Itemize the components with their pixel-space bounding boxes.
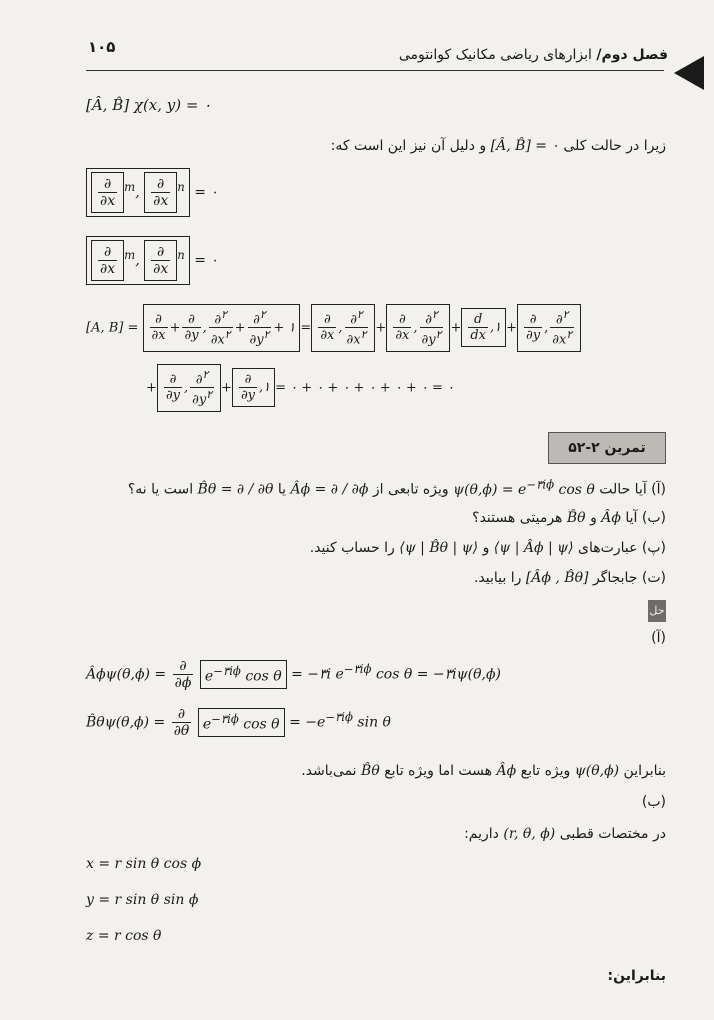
y-coordinate: y = r sin θ sin ϕ	[86, 892, 199, 908]
part-b-label: (ب)	[641, 794, 666, 810]
deriv-commutator-xx-2: $\frac{\partial}{\partial x}$ $^m$, $\frac{\partial}{\partial x}$ $^n$ = ۰	[86, 236, 218, 285]
question-t: (ت) جابجاگر [Âϕ , B̂θ] را بیابید.	[473, 570, 666, 586]
reason-line	[331, 138, 666, 154]
polar-line: در مختصات قطبی (r, θ, ϕ) داریم:	[464, 826, 666, 842]
z-coordinate: z = r cos θ	[86, 928, 162, 944]
reason-prefix: زیرا در حالت کلی	[563, 138, 666, 154]
reason-expr: ۰ = [Â, B̂]	[490, 138, 560, 154]
question-a: (آ) آیا حالت $\psi(\theta,\phi) = e^{-۳i\phi}$ cos θ ویژه تابعی از Âϕ = ∂ / ∂ϕ یا B̂θ = ∂ / ∂θ است یا نه؟	[127, 477, 666, 498]
exercise-title: تمرین ۲-۵۲	[548, 432, 666, 464]
final-therefore: بنابراین:	[607, 968, 666, 984]
reason-suffix: و دلیل آن نیز این است که:	[330, 138, 487, 154]
deriv-commutator-xx: $\frac{\partial}{\partial x}$ $^m$, $\frac{\partial}{\partial x}$ $^n$ = ۰	[86, 168, 218, 217]
chapter-label: فصل دوم/	[596, 47, 668, 63]
AB-expansion: [A, B] = $\frac{\partial}{\partial x}$ + $\frac{\partial}{\partial y}$ , $\frac{\partial^۲}{\partial x^۲}$ + $\frac{\partial^۲}{\partial y^۲}$ + ۱ = $\frac{\partial}{\partial x}$ , $\frac{\partial^۲}{\partial x^۲}$ + $\frac{\partial}{\partial x}$ , $\frac{\partial^۲}{\partial y^۲}$ + $\frac{d}{dx}$ ,۱ + $\frac{\partial}{\partial y}$ , $\frac{\partial^۲}{\partial x^۲}$	[86, 304, 581, 352]
eq-B-theta: B̂θψ(θ,ϕ) = $\frac{\partial}{\partial\theta}$ $e^{-۳i\phi}$ $\cos \theta = -e^{-۳i\phi}$ sin θ	[86, 706, 391, 739]
running-header	[399, 47, 668, 63]
header-arrow-icon	[674, 56, 704, 90]
page-number: ۱۰۵	[88, 38, 116, 56]
bracket-xx-2: $\frac{\partial}{\partial x}$ $^m$, $\frac{\partial}{\partial x}$ $^n$	[86, 236, 190, 285]
eq-A-phi: Âϕψ(θ,ϕ) = $\frac{\partial}{\partial\phi}$ $e^{-۳i\phi}$ cos θ = −۳i $e^{-۳i\phi}$ cos θ = −۳iψ(θ,ϕ)	[86, 658, 501, 691]
bracket-xx: $\frac{\partial}{\partial x}$ $^m$, $\frac{\partial}{\partial x}$ $^n$	[86, 168, 190, 217]
part-a-label: (آ)	[651, 630, 666, 646]
AB-big-bracket: $\frac{\partial}{\partial x}$ + $\frac{\partial}{\partial y}$ , $\frac{\partial^۲}{\partial x^۲}$ + $\frac{\partial^۲}{\partial y^۲}$ + ۱	[143, 304, 301, 352]
x-coordinate: x = r sin θ cos ϕ	[86, 856, 202, 872]
question-b: (ب) آیا Âϕ و B̂θ هرمیتی هستند؟	[472, 510, 666, 526]
therefore-line: بنابراین ψ(θ,ϕ) ویژه تابع Âϕ هست اما ویژه تابع B̂θ نمی‌باشد.	[301, 763, 666, 779]
chapter-title: ابزارهای ریاضی مکانیک کوانتومی	[398, 47, 597, 63]
commutator-eq: [Â, B̂] χ(x, y) = ۰	[86, 96, 212, 114]
header-rule	[86, 70, 664, 71]
question-p: (پ) عبارت‌های ⟨ψ | Âϕ | ψ⟩ و ⟨ψ | B̂θ | ψ⟩ را حساب کنید.	[309, 540, 666, 556]
AB-expansion-cont: + $\frac{\partial}{\partial y}$ , $\frac{\partial^۲}{\partial y^۲}$ + $\frac{\partial}{\partial y}$ ,۱ = ۰ + ۰ + ۰ + ۰ + ۰ + ۰ = ۰	[146, 364, 454, 412]
solution-label: حل	[648, 600, 666, 622]
